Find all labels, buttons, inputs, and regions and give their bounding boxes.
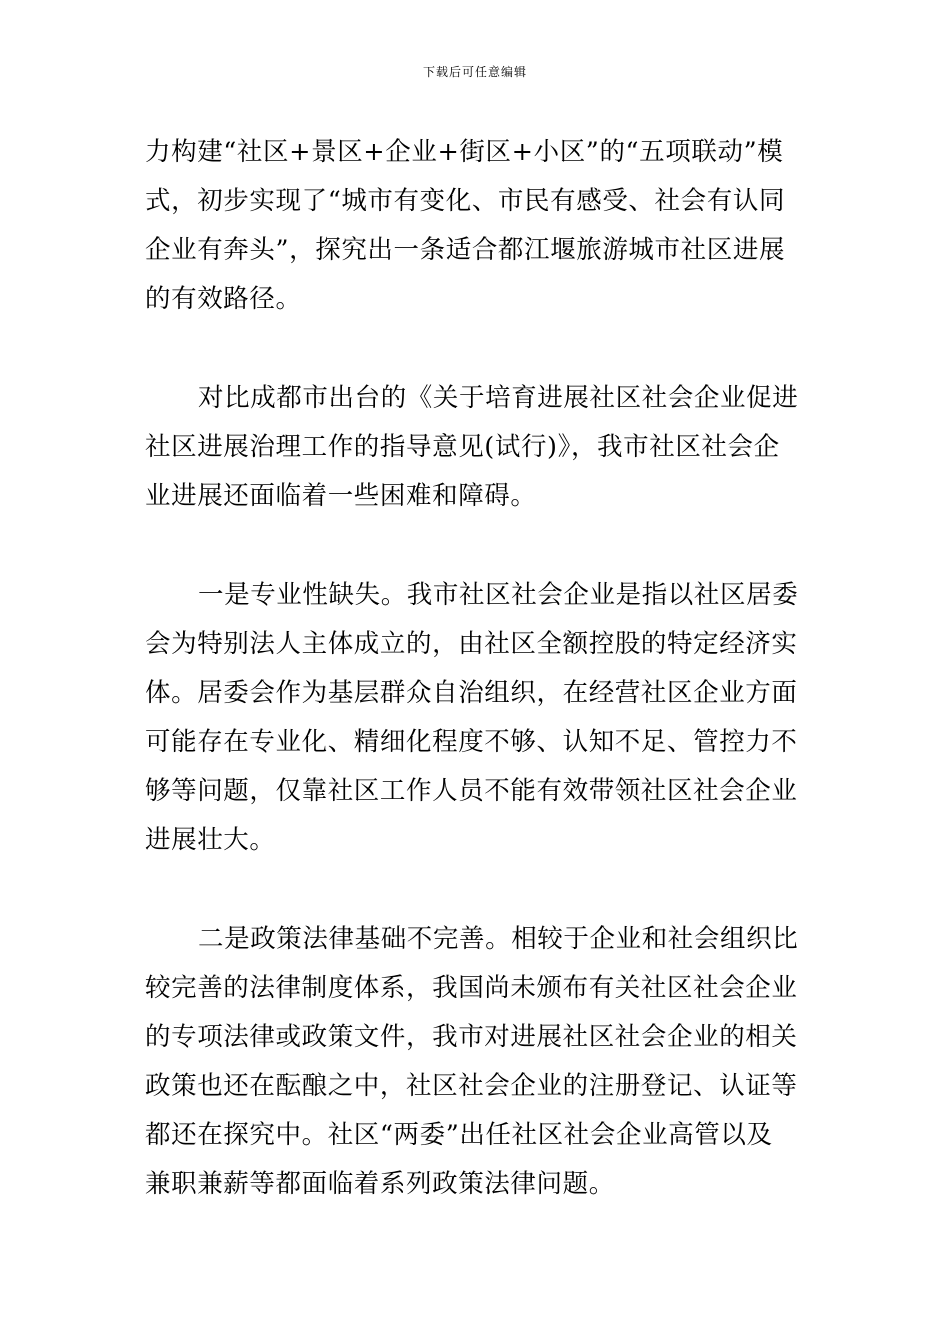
- text-line: 的有效路径。: [145, 284, 302, 314]
- paragraph-4: [145, 915, 813, 1209]
- text-line: 对比成都市出台的《关于培育进展社区社会企业促进: [198, 383, 799, 413]
- text-line: 企业有奔头”，探究出一条适合都江堰旅游城市社区进展: [145, 235, 786, 265]
- page-header: 下载后可任意编辑: [422, 65, 527, 79]
- paragraph-3: [145, 571, 813, 865]
- paragraph-1: [145, 128, 813, 324]
- text-line: 较完善的法律制度体系，我国尚未颁布有关社区社会企业: [145, 973, 798, 1003]
- text-line: 社区进展治理工作的指导意见(试行)》，我市社区社会企: [145, 432, 780, 462]
- text-line: 二是政策法律基础不完善。相较于企业和社会组织比: [198, 924, 799, 954]
- text-line: 业进展还面临着一些困难和障碍。: [145, 481, 537, 511]
- text-line: 力构建“社区+景区+企业+街区+小区”的“五项联动”模: [145, 137, 784, 167]
- text-line: 式，初步实现了“城市有变化、市民有感受、社会有认同: [145, 186, 786, 216]
- text-line: 体。居委会作为基层群众自治组织，在经营社区企业方面: [145, 678, 798, 708]
- text-line: 可能存在专业化、精细化程度不够、认知不足、管控力不: [145, 727, 798, 757]
- text-line: 进展壮大。: [145, 825, 276, 855]
- document-body: [145, 128, 813, 1259]
- text-line: 都还在探究中。社区“两委”出任社区社会企业高管以及: [145, 1120, 773, 1150]
- text-line: 兼职兼薪等都面临着系列政策法律问题。: [145, 1169, 615, 1199]
- text-line: 够等问题，仅靠社区工作人员不能有效带领社区社会企业: [145, 776, 798, 806]
- paragraph-2: [145, 374, 813, 521]
- text-line: 的专项法律或政策文件，我市对进展社区社会企业的相关: [145, 1022, 798, 1052]
- text-line: 会为特别法人主体成立的，由社区全额控股的特定经济实: [145, 629, 798, 659]
- text-line: 政策也还在酝酿之中，社区社会企业的注册登记、认证等: [145, 1071, 798, 1101]
- text-line: 一是专业性缺失。我市社区社会企业是指以社区居委: [198, 580, 799, 610]
